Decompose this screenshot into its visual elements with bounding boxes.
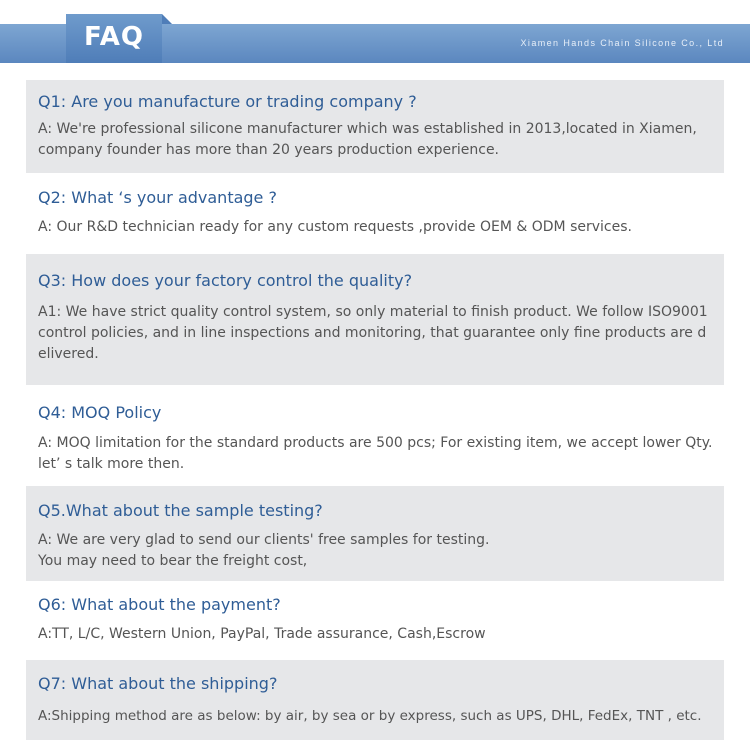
company-name: Xiamen Hands Chain Silicone Co., Ltd <box>520 38 724 48</box>
faq-item <box>26 385 724 486</box>
faq-question: Q3: How does your factory control the quality? <box>38 271 413 290</box>
faq-answer-line: A:Shipping method are as below: by air, by sea or by express, such as UPS, DHL, FedEx, TNT , etc. <box>38 708 702 724</box>
faq-item <box>26 254 724 385</box>
faq-question: Q1: Are you manufacture or trading company ? <box>38 92 417 111</box>
faq-item <box>26 80 724 173</box>
faq-answer <box>38 530 718 572</box>
faq-answer-line: A: We're professional silicone manufacturer which was established in 2013,located in Xiamen, <box>38 121 697 137</box>
faq-answer-line: You may need to bear the freight cost, <box>38 553 308 569</box>
faq-answer <box>38 217 718 238</box>
faq-answer <box>38 302 718 365</box>
faq-question: Q6: What about the payment? <box>38 595 281 614</box>
faq-answer-line: let’ s talk more then. <box>38 456 185 472</box>
faq-item <box>26 173 724 254</box>
faq-question: Q4: MOQ Policy <box>38 403 162 422</box>
faq-answer-line: A1: We have strict quality control system, so only material to finish product. We follow ISO9001 <box>38 304 708 320</box>
faq-question: Q2: What ‘s your advantage ? <box>38 188 277 207</box>
faq-item <box>26 486 724 581</box>
faq-answer-line: elivered. <box>38 346 99 362</box>
faq-question: Q7: What about the shipping? <box>38 674 278 693</box>
faq-answer <box>38 433 718 475</box>
faq-answer-line: A: Our R&D technician ready for any custom requests ,provide OEM & ODM services. <box>38 219 632 235</box>
faq-answer-line: control policies, and in line inspections and monitoring, that guarantee only fine products are d <box>38 325 707 341</box>
page-title: FAQ <box>84 22 145 52</box>
faq-question: Q5.What about the sample testing? <box>38 501 323 520</box>
faq-answer <box>38 119 718 161</box>
faq-item <box>26 581 724 660</box>
faq-answer-line: A: MOQ limitation for the standard products are 500 pcs; For existing item, we accept lower Qty. <box>38 435 713 451</box>
faq-answer-line: A: We are very glad to send our clients' free samples for testing. <box>38 532 490 548</box>
faq-answer-line: company founder has more than 20 years production experience. <box>38 142 500 158</box>
faq-item <box>26 660 724 740</box>
faq-answer <box>38 624 718 645</box>
faq-answer-line: A:TT, L/C, Western Union, PayPal, Trade assurance, Cash,Escrow <box>38 626 486 642</box>
faq-answer <box>38 706 718 727</box>
header-tab-notch <box>162 14 172 24</box>
